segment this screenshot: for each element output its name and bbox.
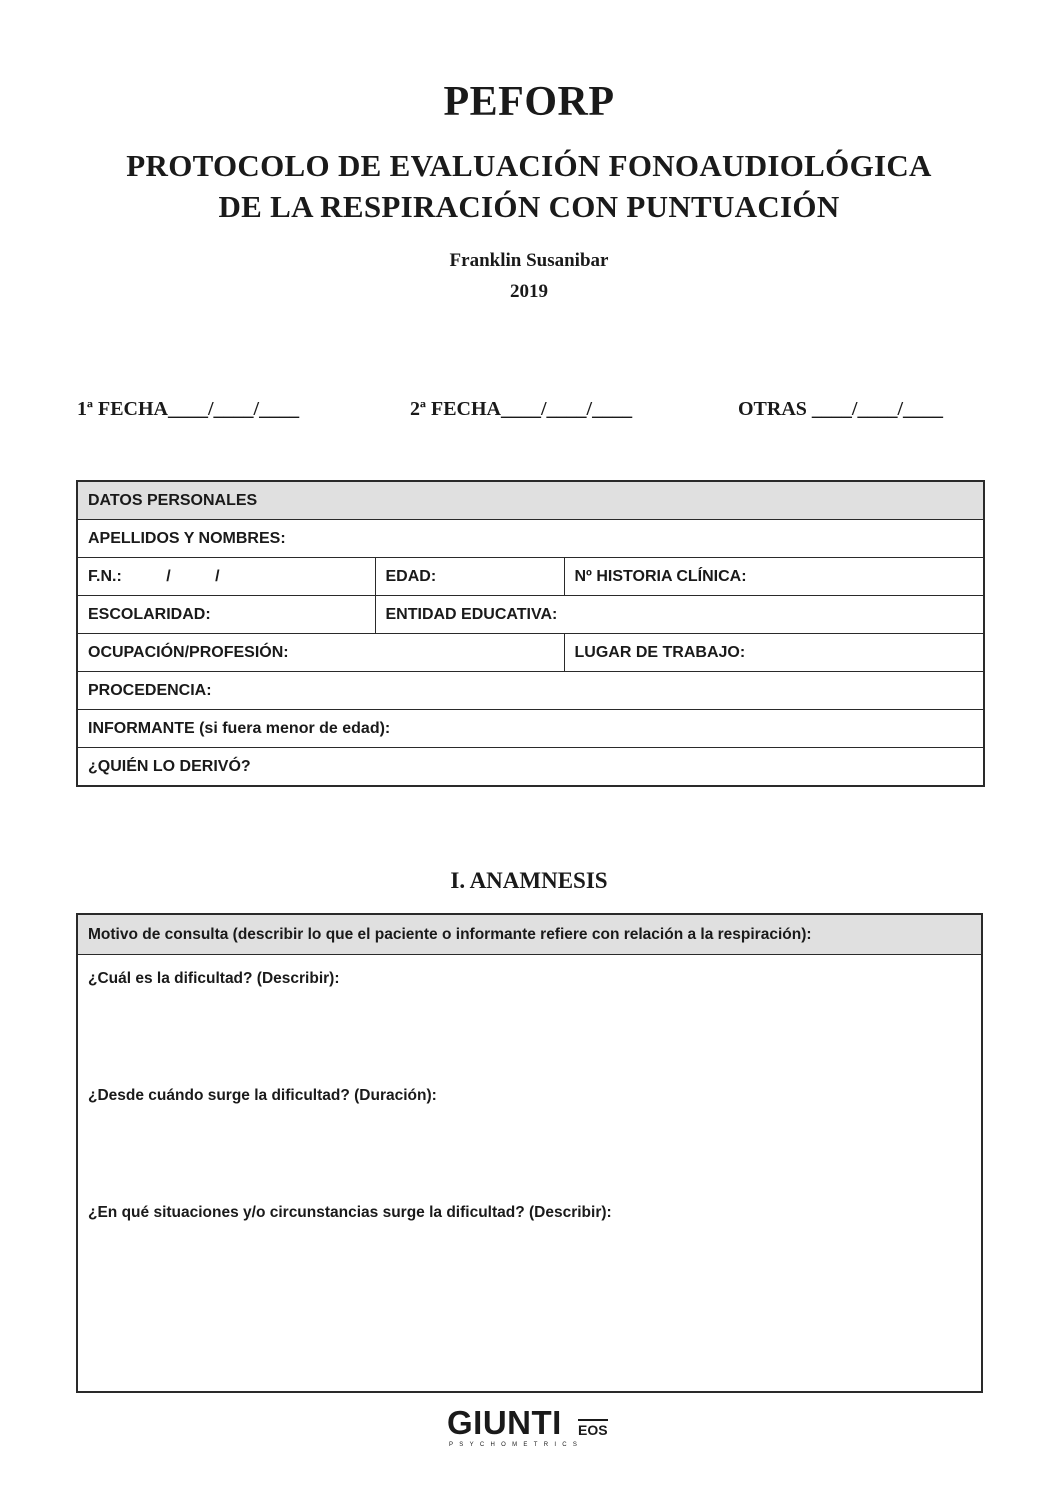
document-subtitle <box>0 145 1058 227</box>
clinical-record-field[interactable]: Nº HISTORIA CLÍNICA: <box>564 558 984 596</box>
logo-main-text: GIUNTI <box>447 1404 562 1441</box>
anamnesis-title: I. ANAMNESIS <box>450 868 608 893</box>
personal-data-heading: DATOS PERSONALES <box>77 481 984 520</box>
schooling-field[interactable]: ESCOLARIDAD: <box>77 596 375 634</box>
other-dates-field[interactable]: OTRAS ____/____/____ <box>738 398 944 420</box>
logo-eos-text: EOS <box>578 1419 608 1438</box>
origin-field[interactable]: PROCEDENCIA: <box>77 672 984 710</box>
author-name: Franklin Susanibar <box>449 250 609 271</box>
birth-date-field[interactable]: F.N.: / / <box>77 558 375 596</box>
second-date-field[interactable]: 2ª FECHA____/____/____ <box>410 398 633 420</box>
duration-question[interactable]: ¿Desde cuándo surge la dificultad? (Duración): <box>88 1087 437 1104</box>
logo-subtitle: PSYCHOMETRICS <box>449 1442 584 1448</box>
school-field[interactable]: ENTIDAD EDUCATIVA: <box>375 596 984 634</box>
anamnesis-box <box>76 913 983 1393</box>
informant-field[interactable]: INFORMANTE (si fuera menor de edad): <box>77 710 984 748</box>
subtitle-line-2: DE LA RESPIRACIÓN CON PUNTUACIÓN <box>218 189 840 224</box>
subtitle-line-1: PROTOCOLO DE EVALUACIÓN FONOAUDIOLÓGICA <box>126 148 932 183</box>
publication-year: 2019 <box>510 281 548 302</box>
consultation-reason-heading: Motivo de consulta (describir lo que el paciente o informante refiere con relación a la respiración): <box>78 915 981 955</box>
age-field[interactable]: EDAD: <box>375 558 564 596</box>
personal-data-table <box>76 480 985 787</box>
full-name-field[interactable]: APELLIDOS Y NOMBRES: <box>77 520 984 558</box>
document-title: PEFORP <box>443 79 615 125</box>
giunti-eos-logo <box>447 1405 617 1451</box>
first-date-field[interactable]: 1ª FECHA____/____/____ <box>77 398 300 420</box>
occupation-field[interactable]: OCUPACIÓN/PROFESIÓN: <box>77 634 564 672</box>
circumstances-question[interactable]: ¿En qué situaciones y/o circunstancias surge la dificultad? (Describir): <box>88 1204 612 1221</box>
referred-by-field[interactable]: ¿QUIÉN LO DERIVÓ? <box>77 748 984 787</box>
difficulty-question[interactable]: ¿Cuál es la dificultad? (Describir): <box>88 970 340 987</box>
workplace-field[interactable]: LUGAR DE TRABAJO: <box>564 634 984 672</box>
